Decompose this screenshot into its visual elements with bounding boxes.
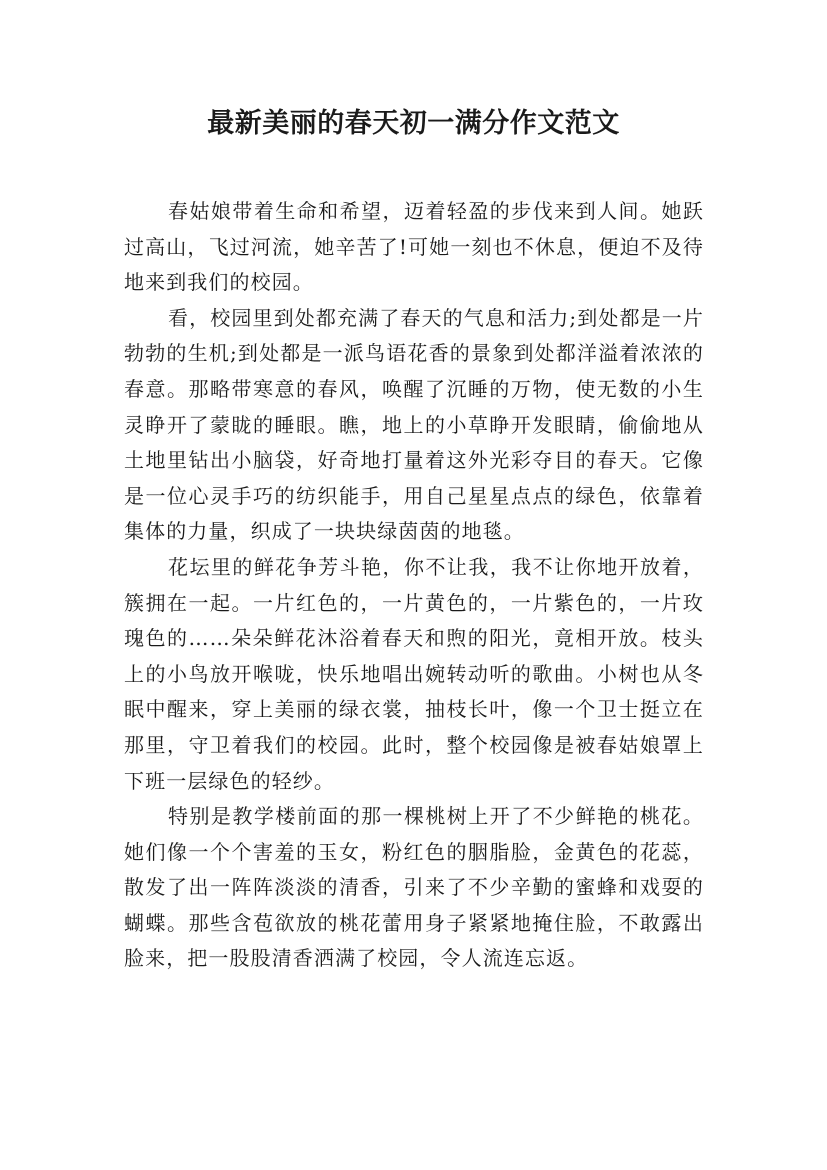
document-body xyxy=(124,194,704,977)
paragraph-4: 特别是教学楼前面的那一棵桃树上开了不少鲜艳的桃花。她们像一个个害羞的玉女，粉红色的胭脂脸，金黄色的花蕊，散发了出一阵阵淡淡的清香，引来了不少辛勤的蜜蜂和戏耍的蝴蝶。那些含苞欲放的桃花蕾用身子紧紧地掩住脸，不敢露出脸来，把一股股清香洒满了校园，令人流连忘返。 xyxy=(124,804,704,971)
paragraph-2: 看，校园里到处都充满了春天的气息和活力;到处都是一片勃勃的生机;到处都是一派鸟语花香的景象到处都洋溢着浓浓的春意。那略带寒意的春风，唤醒了沉睡的万物，使无数的小生灵睁开了蒙眬的睡眼。瞧，地上的小草睁开发眼睛，偷偷地从土地里钻出小脑袋，好奇地打量着这外光彩夺目的春天。它像是一位心灵手巧的纺织能手，用自己星星点点的绿色，依靠着集体的力量，织成了一块块绿茵茵的地毯。 xyxy=(124,305,704,544)
document-title: 最新美丽的春天初一满分作文范文 xyxy=(207,108,620,139)
paragraph-3: 花坛里的鲜花争芳斗艳，你不让我，我不让你地开放着，簇拥在一起。一片红色的，一片黄色的，一片紫色的，一片玫瑰色的……朵朵鲜花沐浴着春天和煦的阳光，竟相开放。枝头上的小鸟放开喉咙，快乐地唱出婉转动听的歌曲。小树也从冬眠中醒来，穿上美丽的绿衣裳，抽枝长叶，像一个卫士挺立在那里，守卫着我们的校园。此时，整个校园像是被春姑娘罩上下班一层绿色的轻纱。 xyxy=(124,554,704,793)
paragraph-1: 春姑娘带着生命和希望，迈着轻盈的步伐来到人间。她跃过高山，飞过河流，她辛苦了!可她一刻也不休息，便迫不及待地来到我们的校园。 xyxy=(124,199,704,295)
